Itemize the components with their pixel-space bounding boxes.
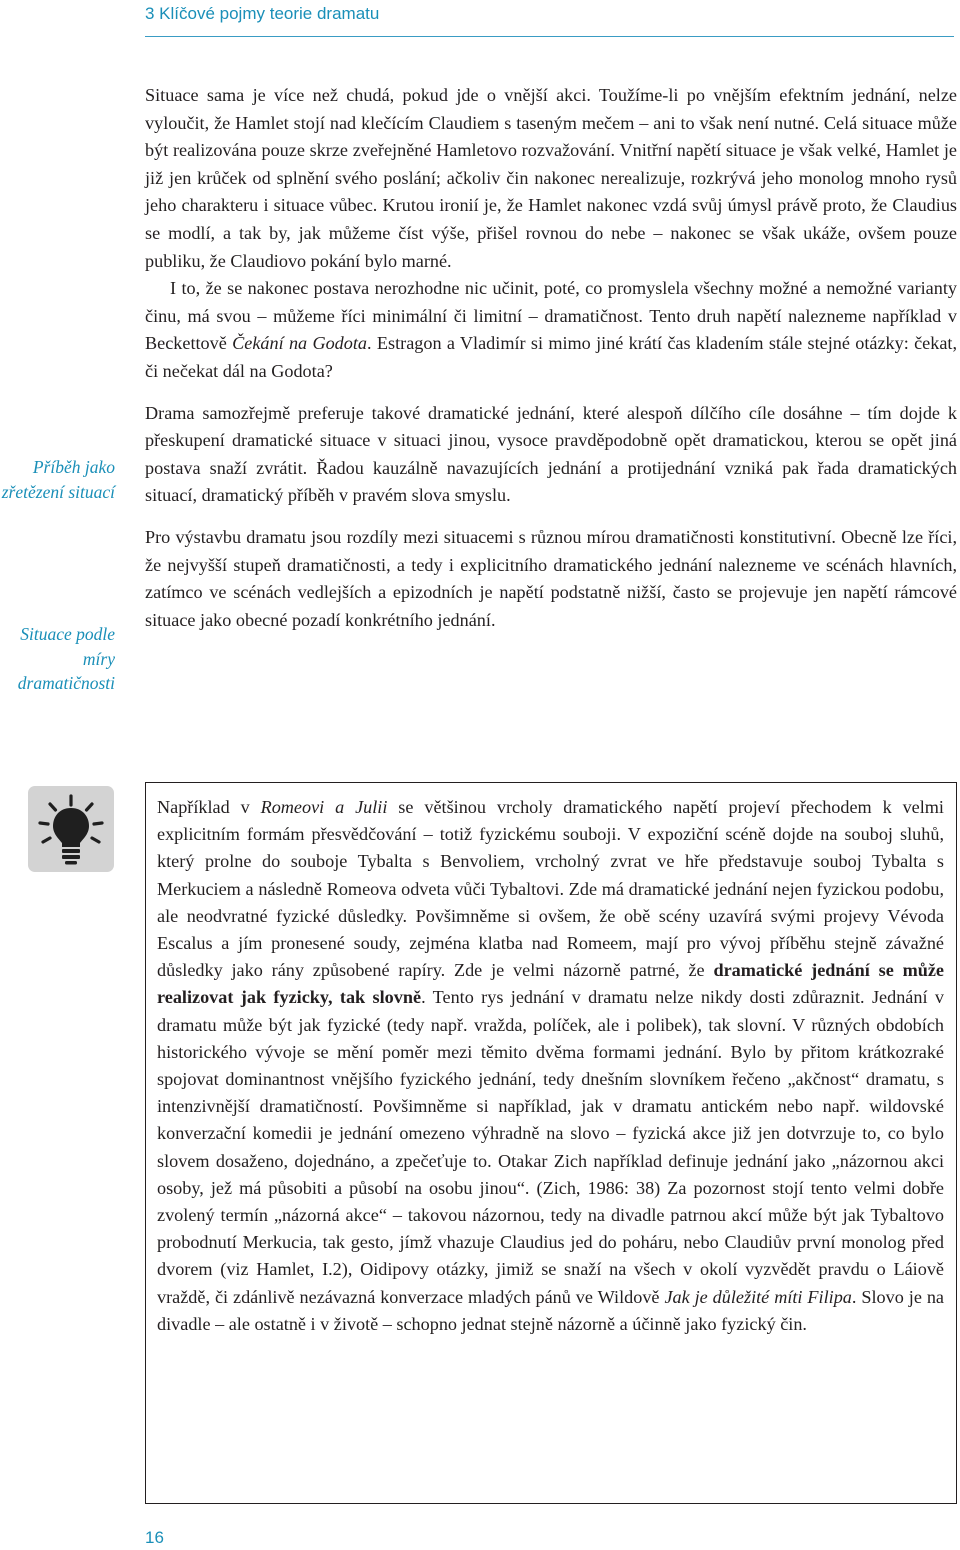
header-divider bbox=[145, 36, 954, 37]
running-header bbox=[0, 0, 960, 38]
paragraph-text: I to, že se nakonec postava nerozhodne nic učinit, poté, co promyslela všechny možné a nemožné varianty činu, má svou – můžeme říci minimální či limitní – dramatičnost. Tento druh napětí nalezneme například v Beckettově bbox=[145, 278, 957, 354]
paragraph: Drama samozřejmě preferuje takové dramatické jednání, které alespoň dílčího cíle dosáhne – tím dojde k přeskupení dramatické situace v situaci jinou, vysoce pravděpodobně opět dramatickou, kterou se opět jiná postava snaží zvrátit. Řadou kauzálně navazujících jednání a protijednání vzniká pak řada dramatických situací, dramatický příběh v pravém slova smyslu. bbox=[145, 402, 957, 506]
paragraph: Situace sama je více než chudá, pokud jde o vnější akci. Toužíme-li po vnějším efektním jednání, nelze vyloučit, že Hamlet stojí nad klečícím Claudiem s taseným mečem – ani to však není nutné. Celá situace může být realizována pouze skrze zveřejněné Hamletovo rozvažování. Vnitřní napětí situace je však velké, Hamlet je již jen krůček od splnění svého poslání; ačkoliv čin nakonec nerealizuje, rozkrývá jeho monolog mnoho rysů jeho charakteru i situace vůbec. Krutou ironií je, že Hamlet nakonec vzdá svůj úmysl právě proto, že Claudius se modlí, a tak by, jak můžeme číst výše, přišel rovnou do nebe – nakonec se však ukáže, ovšem pouze publiku, že Claudiovo pokání bylo marné. bbox=[145, 85, 957, 271]
chapter-title: 3 Klíčové pojmy teorie dramatu bbox=[145, 4, 380, 23]
paragraph bbox=[157, 794, 944, 1338]
paragraph bbox=[145, 275, 957, 385]
work-title: Čekání na Godota bbox=[232, 333, 368, 354]
page-number: 16 bbox=[145, 1528, 164, 1547]
margin-note-dramaticity: Situace podle míry dramatičnosti bbox=[17, 624, 115, 694]
margin-note-story: Příběh jako zřetězení situací bbox=[1, 457, 115, 502]
lightbulb-icon bbox=[28, 786, 114, 872]
paragraph: Pro výstavbu dramatu jsou rozdíly mezi situacemi s různou mírou dramatičnosti konstitutivní. Obecně lze říci, že nejvyšší stupeň dramatičnosti, a tedy i explicitního dramatického jednání nalezneme ve scénách hlavních, zatímco ve scénách vedlejších a epizodních je napětí podstatně nižší, často se projevuje jen napětí rámcové situace jako obecné pozadí konkrétního jednání. bbox=[145, 526, 957, 630]
example-text-part: . Slovo je na divadle – ale ostatně i v životě – schopno jednat stejně názorně a účinně jako fyzický čin. bbox=[157, 1286, 944, 1334]
example-box bbox=[145, 782, 957, 1504]
work-title: Jak je důležité míti Filipa bbox=[664, 1286, 852, 1307]
example-text-part: . Tento rys jednání v dramatu nelze nikdy dosti zdůraznit. Jednání v dramatu může být jak fyzické (tedy např. vražda, políček, ale i polibek), tak slovní. V různých obdobích historického vývoje se mění poměr mezi těmito dvěma formami jednání. Bylo by přitom krátkozraké spojovat dominantnost vnějšího fyzického jednání, tedy dnešním slovníkem řečeno „akčnost“ dramatu, s intenzivnější dramatičností. Povšimněme si například, jak v dramatu antickém nebo např. wildovské konverzační komedii je jednání omezeno výhradně na slovo – fyzická akce již jen dotvrzuje to, co bylo slovem dosaženo, dojednáno, a zpečeťuje to. Otakar Zich například definuje jednání jako „názornou akci osoby, jež má působiti a působí na osobu jinou“. (Zich, 1986: 38) Za pozornost stojí tento velmi dobře zvolený termín „názorná akce“ – takovou názornou, tedy na divadle patrnou akcí může být jak Tybaltovo probodnutí Merkucia, tak gesto, jímž vhazuje Claudius jed do poháru, nebo Claudiův první monolog před dvorem (viz Hamlet, I.2), Oidipovy otázky, jimiž se snaží na všech v okolí vyzvědět pravdu o Láiově vraždě, či zdánlivě nezávazná konverzace mladých pánů ve Wildově bbox=[157, 987, 944, 1307]
emphasis: dramatické jednání se může realizovat jak fyzicky, tak slovně bbox=[157, 960, 945, 1008]
example-text-part: Například v bbox=[157, 797, 261, 817]
example-text bbox=[157, 794, 944, 1338]
main-text bbox=[145, 82, 957, 634]
paragraph-text: . Estragon a Vladimír si mimo jiné krátí čas kladením stále stejné otázky: čekat, či nečekat dál na Godota? bbox=[145, 333, 957, 381]
work-title: Romeovi a Julii bbox=[260, 797, 388, 817]
example-text-part: se většinou vrcholy dramatického napětí projeví přechodem k velmi explicitním formám přesvědčování – totiž fyzickému souboji. V expoziční scéně dojde na souboj sluhů, který prolne do souboje Tybalta s Benvoliem, vrcholný zvrat ve hře představuje souboj Tybalta s Merkuciem a následně Romeova odveta vůči Tybaltovi. Zde má dramatické jednání nejen fyzickou podobu, ale neodvratné fyzické důsledky. Povšimněme si ovšem, že obě scény uzavírá svými projevy Vévoda Escalus a jím pronesené soudy, zejména klatba nad Romeem, mají pro vývoj příběhu stejně závažné důsledky jako rány způsobené rapíry. Zde je velmi názorně patrné, že bbox=[157, 797, 944, 981]
